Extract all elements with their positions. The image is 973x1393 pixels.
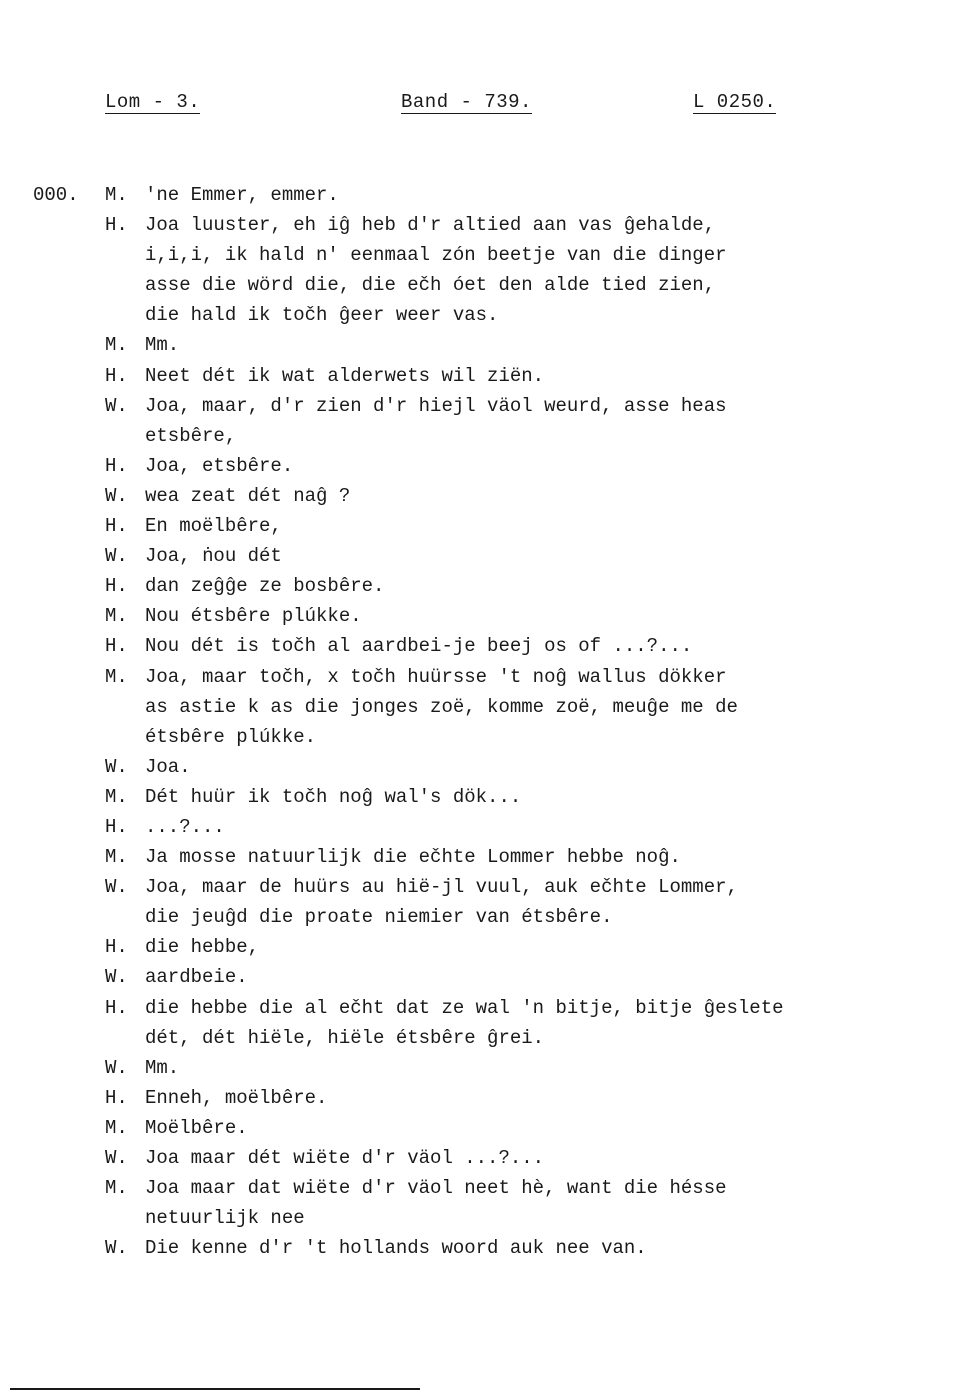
transcript-turn [0, 210, 973, 330]
speaker-label: W. [105, 966, 128, 989]
transcript-turn [0, 391, 973, 451]
transcript-turn [0, 993, 973, 1053]
speaker-label: W. [105, 394, 128, 417]
utterance-line: Die kenne d'r 't hollands woord auk nee van. [145, 1237, 647, 1260]
utterance-line: etsbêre, [145, 424, 237, 447]
utterance-line: Enneh, moëlbêre. [145, 1086, 328, 1109]
utterance-line: die hebbe, [145, 936, 260, 959]
speaker-label: M. [105, 846, 128, 869]
utterance-line: Joa, ṅou dét [145, 545, 282, 568]
utterance-line: die hebbe die al ečht dat ze wal 'n bitje, bitje ĝeslete [145, 996, 784, 1019]
transcript-turn [0, 872, 973, 932]
speaker-label: H. [105, 815, 128, 838]
utterance-line: Joa luuster, eh iĝ heb d'r altied aan vas ĝehalde, [145, 214, 716, 237]
speaker-label: W. [105, 484, 128, 507]
transcript-turn [0, 451, 973, 481]
speaker-label: W. [105, 1147, 128, 1169]
transcript-body [0, 180, 973, 1263]
transcript-turn [0, 842, 973, 872]
utterance-line: étsbêre plúkke. [145, 725, 317, 748]
speaker-label: H. [105, 214, 128, 237]
speaker-label: M. [105, 184, 128, 206]
header-location: Lom - 3. [105, 91, 201, 113]
speaker-label: W. [105, 1237, 128, 1260]
transcript-turn [0, 932, 973, 962]
utterance-line: Joa, maar de huürs au hië-jl vuul, auk ečhte Lommer, [145, 876, 738, 899]
utterance-line: Joa, maar, d'r zien d'r hiejl väol weurd, asse heas [145, 394, 727, 417]
utterance-line: En moëlbêre, [145, 515, 282, 538]
transcript-turn [0, 1143, 973, 1173]
utterance-line: Joa, maar točh, x točh huürsse 't noĝ wallus dökker [145, 665, 727, 688]
transcript-turn [0, 662, 973, 752]
transcript-turn [0, 330, 973, 360]
utterance-line: as astie k as die jonges zoë, komme zoë, meuĝe me de [145, 695, 738, 718]
speaker-label: W. [105, 1056, 128, 1079]
transcript-turn [0, 1053, 973, 1083]
speaker-label: H. [105, 364, 128, 387]
utterance-line: Mm. [145, 334, 180, 357]
utterance-line: 'ne Emmer, emmer. [145, 184, 339, 206]
transcript-turn [0, 511, 973, 541]
speaker-label: W. [105, 755, 128, 778]
speaker-label: H. [105, 996, 128, 1019]
utterance-line: Nou étsbêre plúkke. [145, 605, 362, 628]
transcript-turn [0, 601, 973, 631]
utterance-line: die jeuĝd die proate niemier van étsbêre. [145, 906, 613, 929]
utterance-line: Ja mosse natuurlijk die ečhte Lommer hebbe noĝ. [145, 846, 681, 869]
transcript-turn [0, 361, 973, 391]
speaker-label: M. [105, 785, 128, 808]
speaker-label: H. [105, 454, 128, 477]
utterance-line: Joa, etsbêre. [145, 454, 294, 477]
header-tape-number: Band - 739. [401, 91, 532, 113]
transcript-turn [0, 812, 973, 842]
utterance-line: Neet dét ik wat alderwets wil ziën. [145, 364, 545, 387]
utterance-line: Mm. [145, 1056, 180, 1079]
speaker-label: W. [105, 545, 128, 568]
speaker-label: H. [105, 1086, 128, 1109]
bottom-rule [10, 1388, 420, 1390]
utterance-line: Dét huür ik točh noĝ wal's dök... [145, 785, 522, 808]
transcript-turn [0, 782, 973, 812]
utterance-line: aardbeie. [145, 966, 248, 989]
utterance-line: Nou dét is točh al aardbei-je beej os of ...?... [145, 635, 693, 658]
tape-counter: 000. [33, 184, 79, 206]
transcript-turn [0, 752, 973, 782]
speaker-label: H. [105, 635, 128, 658]
speaker-label: H. [105, 515, 128, 538]
utterance-line: Joa. [145, 755, 191, 778]
utterance-line: netuurlijk nee [145, 1207, 305, 1230]
speaker-label: W. [105, 876, 128, 899]
transcript-turn [0, 1113, 973, 1143]
utterance-line: Joa maar dét wiëte d'r väol ...?... [145, 1147, 545, 1169]
header-reference: L 0250. [693, 91, 777, 113]
transcript-turn [0, 1083, 973, 1113]
utterance-line: wea zeat dét naĝ ? [145, 484, 351, 507]
speaker-label: M. [105, 1177, 128, 1200]
transcript-turn [0, 962, 973, 992]
transcript-turn [0, 1173, 973, 1233]
utterance-line: i,i,i, ik hald n' eenmaal zón beetje van die dinger [145, 244, 727, 267]
speaker-label: M. [105, 1116, 128, 1139]
utterance-line: Moëlbêre. [145, 1116, 248, 1139]
speaker-label: M. [105, 334, 128, 357]
transcript-turn [0, 481, 973, 511]
utterance-line: asse die wörd die, die ečh óet den alde tied zien, [145, 274, 716, 297]
speaker-label: H. [105, 936, 128, 959]
utterance-line: dét, dét hiële, hiële étsbêre ĝrei. [145, 1026, 545, 1049]
speaker-label: H. [105, 575, 128, 598]
utterance-line: dan zeĝĝe ze bosbêre. [145, 575, 385, 598]
utterance-line: ...?... [145, 815, 225, 838]
speaker-label: M. [105, 605, 128, 628]
speaker-label: M. [105, 665, 128, 688]
transcript-turn [0, 1233, 973, 1263]
utterance-line: Joa maar dat wiëte d'r väol neet hè, want die hésse [145, 1177, 727, 1200]
utterance-line: die hald ik točh ĝeer weer vas. [145, 304, 499, 327]
transcript-turn [0, 631, 973, 661]
transcript-turn [0, 541, 973, 571]
transcript-turn [0, 571, 973, 601]
transcript-turn [0, 180, 973, 210]
